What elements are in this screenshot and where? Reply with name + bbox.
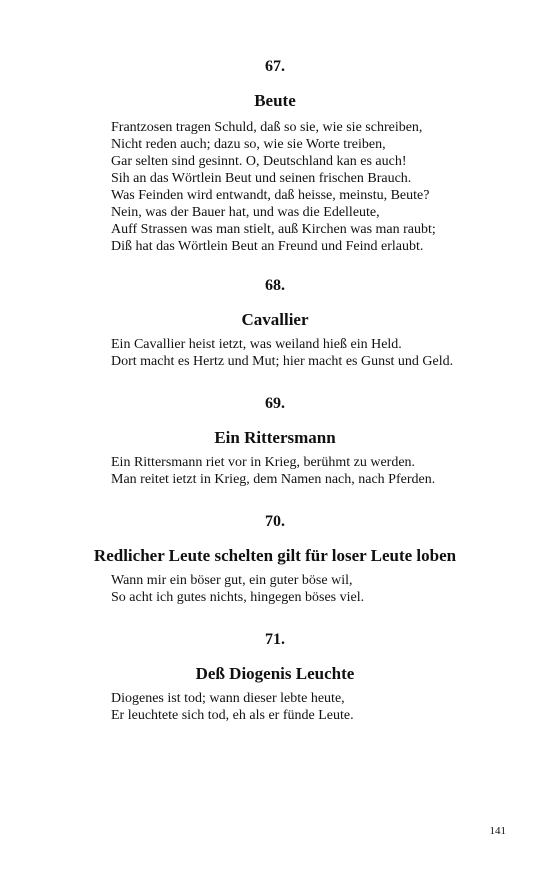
poem-line: Er leuchtete sich tod, eh als er fünde Leute. [111, 708, 354, 723]
poem-line: Frantzosen tragen Schuld, daß so sie, wie sie schreiben, [111, 120, 423, 135]
poem-line: Auff Strassen was man stielt, auß Kirchen was man raubt; [111, 222, 436, 237]
poem-67 [0, 57, 550, 254]
poem-line: Gar selten sind gesinnt. O, Deutschland kan es auch! [111, 154, 407, 169]
page-number: 141 [489, 825, 506, 837]
poem-lines [111, 572, 531, 606]
poem-title: Deß Diogenis Leuchte [195, 664, 355, 683]
poem-line: Sih an das Wörtlein Beut und seinen frischen Brauch. [111, 171, 412, 186]
poem-line: Diß hat das Wörtlein Beut an Freund und Feind erlaubt. [111, 239, 424, 254]
poem-71 [0, 630, 550, 723]
poem-line: Dort macht es Hertz und Mut; hier macht es Gunst und Geld. [111, 354, 454, 369]
poem-68 [0, 276, 550, 369]
poem-lines [111, 690, 531, 724]
poem-line: So acht ich gutes nichts, hingegen böses viel. [111, 590, 365, 605]
poem-line: Man reitet ietzt in Krieg, dem Namen nach, nach Pferden. [111, 472, 436, 487]
poem-title: Ein Rittersmann [214, 428, 336, 447]
poem-line: Diogenes ist tod; wann dieser lebte heute, [111, 691, 345, 706]
poem-line: Nein, was der Bauer hat, und was die Edelleute, [111, 205, 380, 220]
poem-line: Ein Cavallier heist ietzt, was weiland hieß ein Held. [111, 337, 402, 352]
poem-lines [111, 336, 531, 370]
poem-number: 69. [265, 395, 285, 412]
poem-69 [0, 394, 550, 487]
poem-title: Cavallier [241, 310, 309, 329]
poem-line: Wann mir ein böser gut, ein guter böse wil, [111, 573, 353, 588]
poem-number: 71. [265, 631, 285, 648]
poem-title: Beute [254, 91, 296, 110]
poem-70 [0, 512, 550, 605]
poem-title: Redlicher Leute schelten gilt für loser Leute loben [93, 546, 457, 565]
poem-line: Nicht reden auch; dazu so, wie sie Worte treiben, [111, 137, 386, 152]
poem-number: 67. [265, 58, 285, 75]
poem-line: Was Feinden wird entwandt, daß heisse, meinstu, Beute? [111, 188, 430, 203]
poem-number: 68. [265, 277, 285, 294]
poem-lines [111, 119, 531, 255]
poem-number: 70. [265, 513, 285, 530]
poem-lines [111, 454, 531, 488]
poem-line: Ein Rittersmann riet vor in Krieg, berühmt zu werden. [111, 455, 416, 470]
